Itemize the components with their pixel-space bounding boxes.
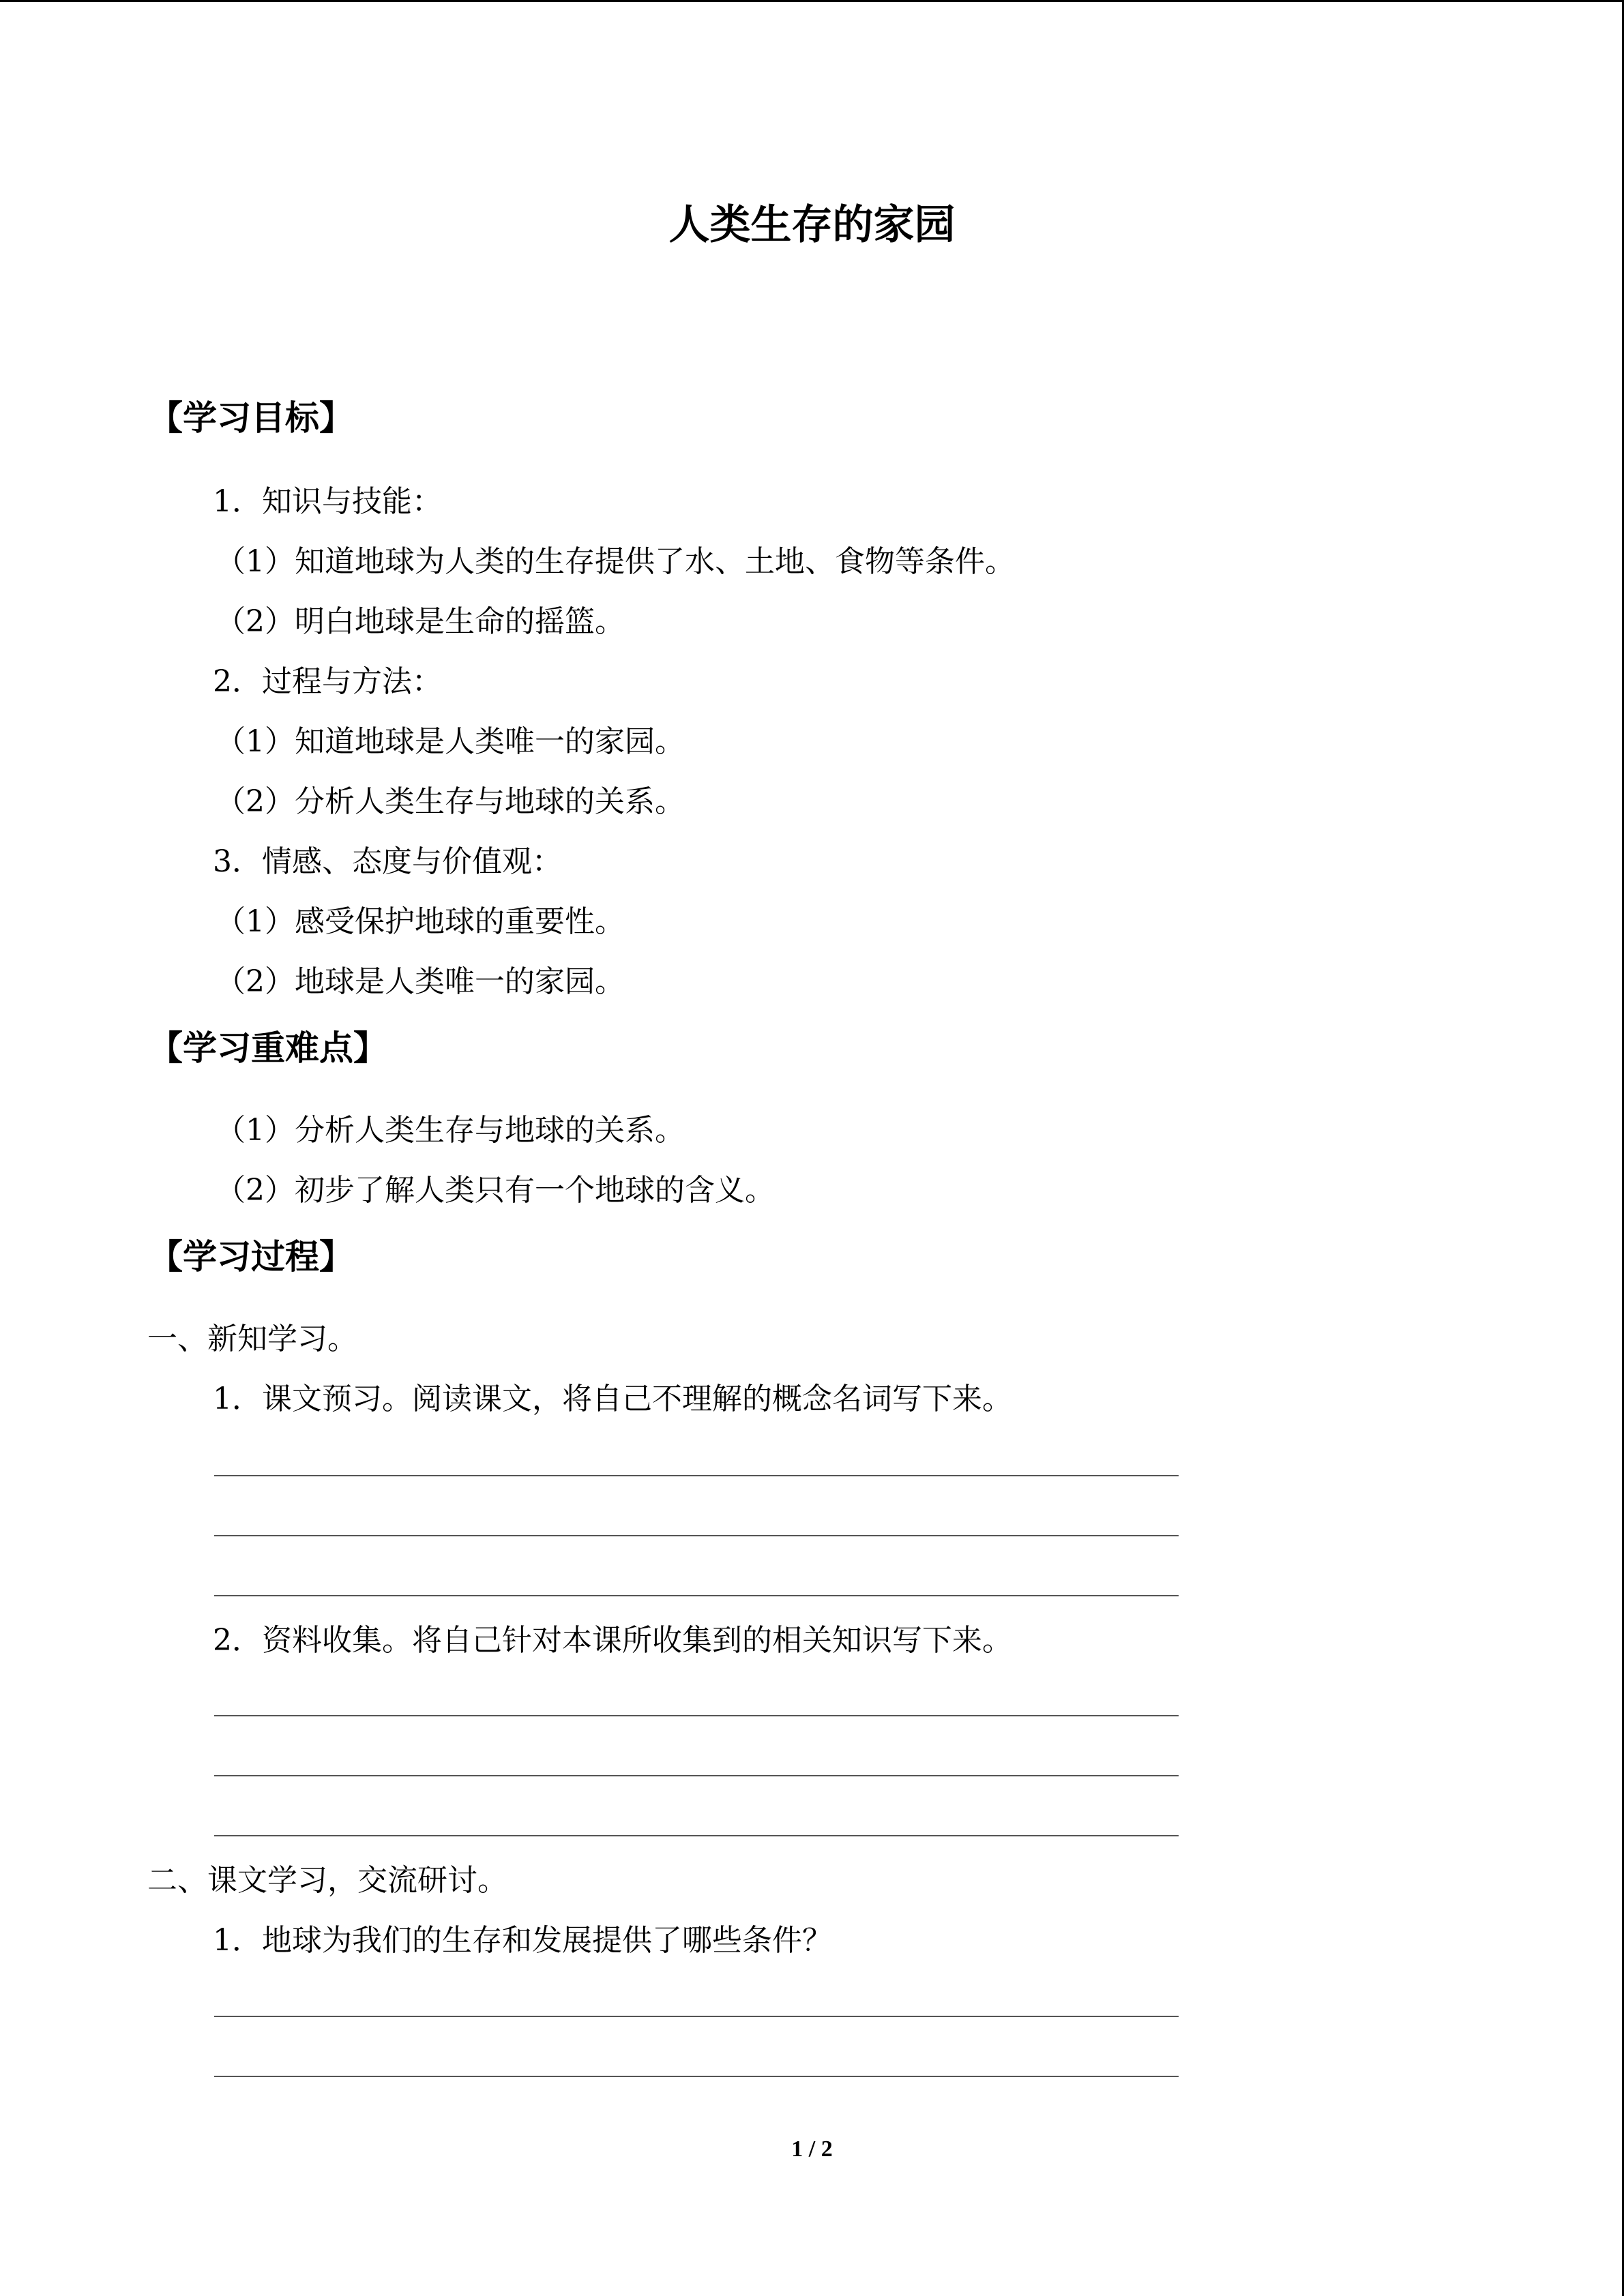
answer-line[interactable] [214, 1775, 1179, 1776]
answer-line[interactable] [214, 2016, 1179, 2017]
part1-question-2: 2．资料收集。将自己针对本课所收集到的相关知识写下来。 [213, 1623, 1012, 1658]
objective-item: 1．知识与技能： [213, 484, 442, 519]
answer-line[interactable] [214, 1535, 1179, 1536]
answer-line[interactable] [214, 2076, 1179, 2077]
part1-question-1: 1．课文预习。阅读课文，将自己不理解的概念名词写下来。 [213, 1382, 1012, 1416]
part2-question-1: 1．地球为我们的生存和发展提供了哪些条件？ [213, 1923, 832, 1958]
objective-item: （1）知道地球是人类唯一的家园。 [216, 724, 685, 759]
objectives-heading: 【学习目标】 [149, 398, 353, 438]
page-border-top [0, 0, 1624, 2]
answer-line[interactable] [214, 1595, 1179, 1596]
part2-title: 二、课文学习，交流研讨。 [147, 1863, 507, 1898]
answer-line[interactable] [214, 1475, 1179, 1476]
key-point-item: （2）初步了解人类只有一个地球的含义。 [216, 1173, 775, 1208]
objective-item: （2）分析人类生存与地球的关系。 [216, 784, 685, 819]
part1-title: 一、新知学习。 [147, 1322, 357, 1356]
process-heading: 【学习过程】 [149, 1237, 353, 1277]
page-title: 人类生存的家园 [668, 201, 956, 249]
objective-item: （2）明白地球是生命的摇篮。 [216, 604, 625, 639]
objective-item: （2）地球是人类唯一的家园。 [216, 964, 625, 999]
objective-item: （1）知道地球为人类的生存提供了水、土地、食物等条件。 [216, 544, 1015, 579]
objective-item: （1）感受保护地球的重要性。 [216, 904, 625, 939]
objective-item: 2．过程与方法： [213, 664, 442, 699]
key-point-item: （1）分析人类生存与地球的关系。 [216, 1113, 685, 1148]
answer-line[interactable] [214, 1835, 1179, 1836]
page-number: 1 / 2 [791, 2136, 833, 2162]
key-points-heading: 【学习重难点】 [149, 1028, 387, 1068]
objective-item: 3．情感、态度与价值观： [213, 844, 562, 879]
answer-line[interactable] [214, 1715, 1179, 1716]
